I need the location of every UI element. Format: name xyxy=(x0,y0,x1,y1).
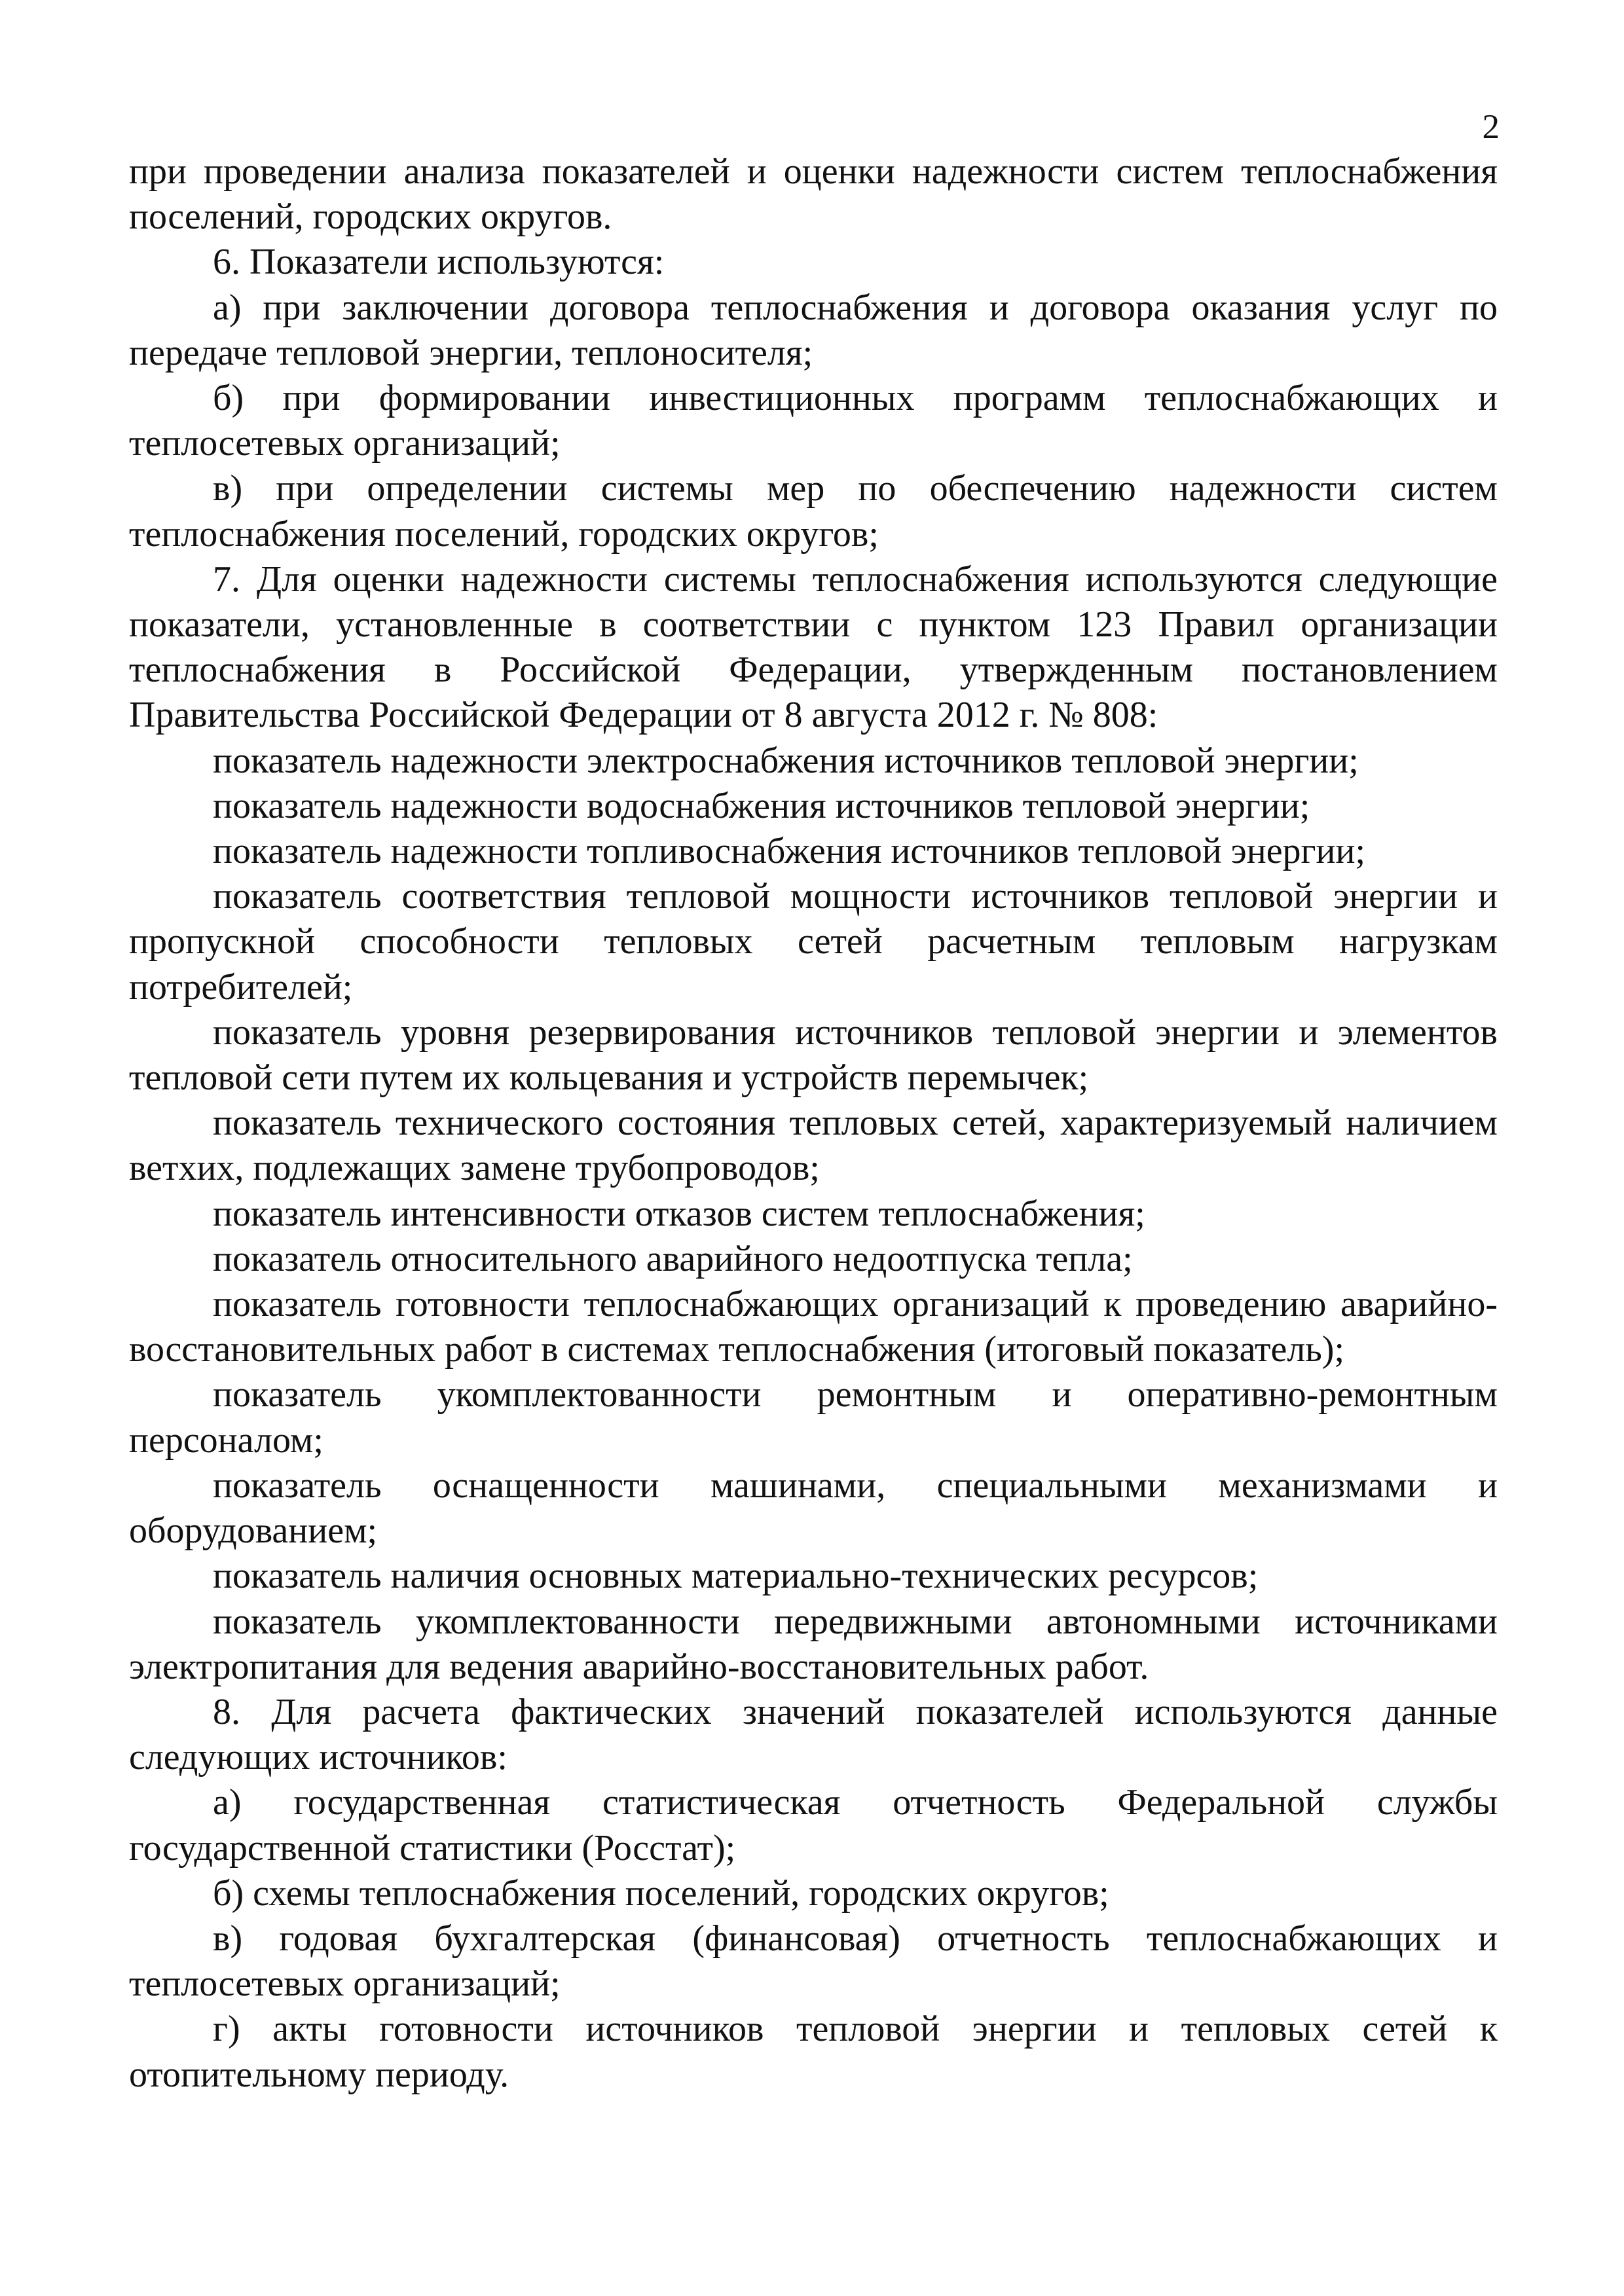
paragraph-item-8b: б) схемы теплоснабжения поселений, городских округов; xyxy=(213,1872,1109,1914)
indicator-item: показатель укомплектованности ремонтным и оперативно-ремонтным персоналом; xyxy=(129,1374,1498,1461)
page-number: 2 xyxy=(1482,108,1500,146)
paragraph-continuation: при проведении анализа показателей и оценки надежности систем теплоснабжения поселений, городских округов. xyxy=(129,151,1498,238)
indicator-item: показатель надежности электроснабжения источников тепловой энергии; xyxy=(213,740,1359,781)
paragraph-item-6v: в) при определении системы мер по обеспечению надежности систем теплоснабжения поселений, городских округов; xyxy=(129,468,1498,555)
paragraph-item-7-heading: 7. Для оценки надежности системы теплоснабжения используются следующие показатели, установленные в соответствии с пунктом 123 Правил организации теплоснабжения в Российской Федерации, утвержденным постановлением Правительства Российской Федерации от 8 августа 2012 г. № 808: xyxy=(129,558,1498,736)
indicator-item: показатель уровня резервирования источников тепловой энергии и элементов тепловой сети путем их кольцевания и устройств перемычек; xyxy=(129,1011,1498,1099)
paragraph-item-6-heading: 6. Показатели используются: xyxy=(213,242,665,283)
indicator-item: показатель надежности топливоснабжения источников тепловой энергии; xyxy=(213,831,1366,872)
paragraph-item-8-heading: 8. Для расчета фактических значений показателей используются данные следующих источников: xyxy=(129,1691,1498,1778)
indicator-item: показатель готовности теплоснабжающих организаций к проведению аварийно-восстановительных работ в системах теплоснабжения (итоговый показатель); xyxy=(129,1284,1498,1370)
document-body xyxy=(129,149,1498,2098)
paragraph-item-8g: г) акты готовности источников тепловой энергии и тепловых сетей к отопительному периоду. xyxy=(129,2009,1498,2095)
paragraph-item-8a: а) государственная статистическая отчетность Федеральной службы государственной статистики (Росстат); xyxy=(129,1782,1498,1868)
indicator-item: показатель относительного аварийного недоотпуска тепла; xyxy=(213,1238,1133,1279)
indicator-item: показатель укомплектованности передвижными автономными источниками электропитания для ведения аварийно-восстановительных работ. xyxy=(129,1601,1498,1687)
paragraph-item-8v: в) годовая бухгалтерская (финансовая) отчетность теплоснабжающих и теплосетевых организаций; xyxy=(129,1918,1498,2005)
paragraph-item-6b: б) при формировании инвестиционных программ теплоснабжающих и теплосетевых организаций; xyxy=(129,378,1498,464)
paragraph-item-6a: а) при заключении договора теплоснабжения и договора оказания услуг по передаче тепловой энергии, теплоносителя; xyxy=(129,287,1498,373)
indicator-item: показатель соответствия тепловой мощности источников тепловой энергии и пропускной способности тепловых сетей расчетным тепловым нагрузкам потребителей; xyxy=(129,876,1498,1008)
indicator-item: показатель надежности водоснабжения источников тепловой энергии; xyxy=(213,785,1310,826)
indicator-item: показатель наличия основных материально-технических ресурсов; xyxy=(213,1556,1259,1597)
indicator-item: показатель интенсивности отказов систем теплоснабжения; xyxy=(213,1193,1145,1234)
indicator-item: показатель технического состояния тепловых сетей, характеризуемый наличием ветхих, подлежащих замене трубопроводов; xyxy=(129,1102,1498,1189)
indicator-item: показатель оснащенности машинами, специальными механизмами и оборудованием; xyxy=(129,1465,1498,1552)
